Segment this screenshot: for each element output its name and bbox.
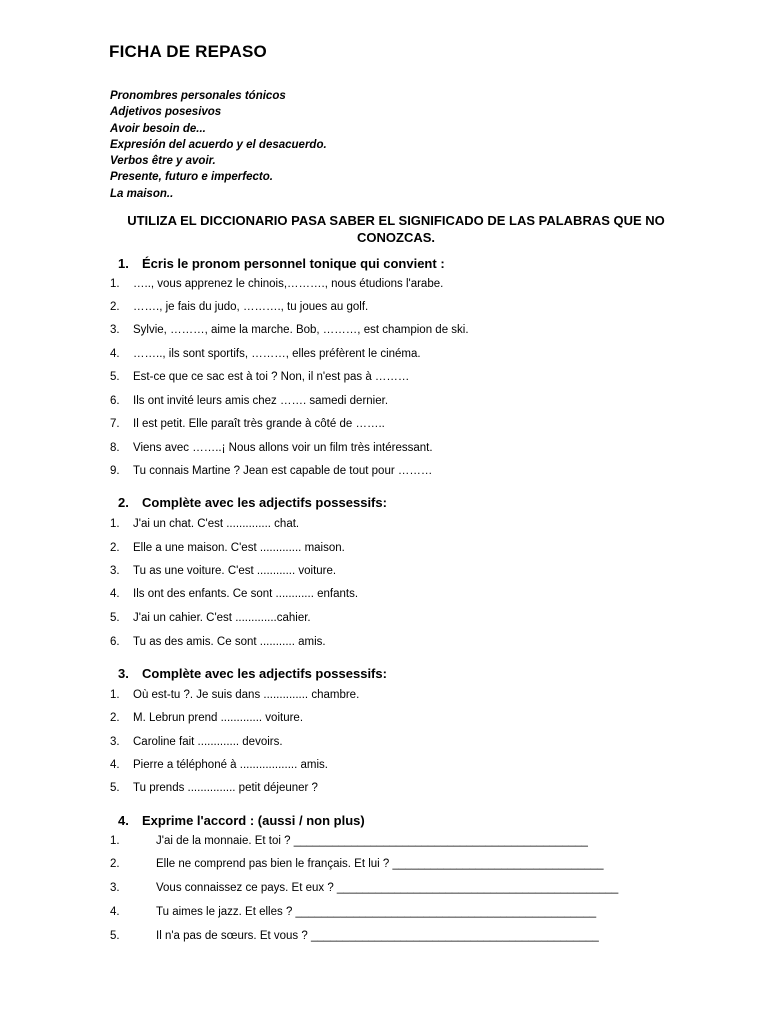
topic-item: Verbos être y avoir. bbox=[110, 155, 216, 168]
item-number: 6. bbox=[110, 636, 120, 648]
topic-item: Adjetivos posesivos bbox=[110, 106, 222, 119]
item-text: M. Lebrun prend ............. voiture. bbox=[133, 712, 304, 724]
section-1-title bbox=[118, 256, 445, 271]
exercise-item bbox=[110, 587, 358, 601]
exercise-item bbox=[110, 564, 336, 578]
exercise-item bbox=[110, 834, 588, 848]
item-text: Caroline fait ............. devoirs. bbox=[133, 736, 283, 748]
topic-item: Presente, futuro e imperfecto. bbox=[110, 171, 273, 184]
item-number: 4. bbox=[110, 348, 120, 360]
topic-item: Pronombres personales tónicos bbox=[110, 90, 286, 102]
item-number: 8. bbox=[110, 442, 120, 454]
item-number: 1. bbox=[110, 689, 120, 701]
item-number: 1. bbox=[110, 835, 120, 847]
section-number: 3. bbox=[118, 666, 129, 681]
dictionary-instruction: UTILIZA EL DICCIONARIO PASA SABER EL SIGNIFICADO DE LAS PALABRAS QUE NO CONOZCAS. bbox=[127, 213, 665, 245]
item-text: ……., je fais du judo, ………., tu joues au golf. bbox=[133, 301, 369, 313]
section-number: 2. bbox=[118, 495, 129, 510]
item-text: J'ai un chat. C'est .............. chat. bbox=[133, 518, 300, 530]
exercise-item bbox=[110, 370, 409, 384]
item-number: 7. bbox=[110, 418, 120, 430]
exercise-item bbox=[110, 277, 443, 291]
item-number: 3. bbox=[110, 324, 120, 336]
item-text: …….., ils sont sportifs, ………, elles préfèrent le cinéma. bbox=[133, 348, 421, 360]
item-number: 5. bbox=[110, 371, 120, 383]
item-number: 4. bbox=[110, 906, 120, 918]
exercise-item bbox=[110, 758, 328, 772]
item-text: J'ai un cahier. C'est .............cahier. bbox=[133, 612, 311, 624]
item-text: Vous connaissez ce pays. Et eux ? ____________________________________________ bbox=[156, 882, 619, 894]
item-text: Sylvie, ………, aime la marche. Bob, ………, est champion de ski. bbox=[133, 324, 469, 336]
exercise-item bbox=[110, 781, 318, 795]
item-text: Est-ce que ce sac est à toi ? Non, il n'est pas à ……… bbox=[133, 371, 410, 383]
section-2-title bbox=[118, 495, 387, 510]
exercise-item bbox=[110, 323, 469, 337]
exercise-item bbox=[110, 394, 388, 408]
item-text: Où est-tu ?. Je suis dans .............. chambre. bbox=[133, 689, 360, 701]
item-number: 5. bbox=[110, 782, 120, 794]
item-text: Il n'a pas de sœurs. Et vous ? _____________________________________________ bbox=[156, 930, 599, 942]
item-text: Tu connais Martine ? Jean est capable de tout pour ……… bbox=[133, 465, 433, 477]
exercise-item bbox=[110, 517, 299, 531]
item-number: 3. bbox=[110, 565, 120, 577]
exercise-item bbox=[110, 635, 326, 649]
item-number: 1. bbox=[110, 518, 120, 530]
item-text: Tu aimes le jazz. Et elles ? _______________________________________________ bbox=[156, 906, 597, 918]
item-number: 2. bbox=[110, 542, 120, 554]
section-heading: Complète avec les adjectifs possessifs: bbox=[142, 495, 387, 510]
item-text: Viens avec ……..¡ Nous allons voir un film très intéressant. bbox=[133, 442, 433, 454]
item-number: 5. bbox=[110, 612, 120, 624]
exercise-item bbox=[110, 417, 385, 431]
item-number: 1. bbox=[110, 278, 120, 290]
section-heading: Complète avec les adjectifs possessifs: bbox=[142, 666, 387, 681]
item-text: ….., vous apprenez le chinois,………., nous étudions l'arabe. bbox=[133, 278, 444, 290]
exercise-item bbox=[110, 688, 359, 702]
item-number: 4. bbox=[110, 588, 120, 600]
item-text: Pierre a téléphoné à .................. amis. bbox=[133, 759, 328, 771]
section-heading: Exprime l'accord : (aussi / non plus) bbox=[142, 813, 365, 828]
section-number: 1. bbox=[118, 256, 129, 271]
exercise-item bbox=[110, 441, 433, 455]
section-heading: Écris le pronom personnel tonique qui convient : bbox=[142, 256, 445, 271]
item-text: Ils ont invité leurs amis chez ……. samedi dernier. bbox=[133, 395, 389, 407]
item-number: 5. bbox=[110, 930, 120, 942]
item-text: Elle a une maison. C'est ............. maison. bbox=[133, 542, 345, 554]
item-text: Elle ne comprend pas bien le français. Et lui ? _________________________________ bbox=[156, 858, 604, 870]
exercise-item bbox=[110, 735, 283, 749]
section-4-title bbox=[118, 813, 365, 828]
exercise-item bbox=[110, 300, 368, 314]
exercise-item bbox=[110, 905, 596, 919]
exercise-item bbox=[110, 857, 604, 871]
item-number: 9. bbox=[110, 465, 120, 477]
item-number: 3. bbox=[110, 882, 120, 894]
exercise-item bbox=[110, 541, 345, 555]
topic-item: Avoir besoin de... bbox=[110, 122, 206, 135]
exercise-item bbox=[110, 881, 618, 895]
item-text: J'ai de la monnaie. Et toi ? ______________________________________________ bbox=[156, 835, 588, 847]
section-3-title bbox=[118, 666, 387, 681]
item-number: 2. bbox=[110, 858, 120, 870]
topic-item: La maison.. bbox=[110, 187, 174, 200]
exercise-item bbox=[110, 711, 303, 725]
topics-list bbox=[110, 88, 327, 202]
topic-item: Expresión del acuerdo y el desacuerdo. bbox=[110, 138, 327, 151]
exercise-item bbox=[110, 611, 311, 625]
item-text: Il est petit. Elle paraît très grande à côté de …….. bbox=[133, 418, 385, 430]
item-text: Tu as une voiture. C'est ............ voiture. bbox=[133, 565, 337, 577]
exercise-item bbox=[110, 929, 599, 943]
exercise-item bbox=[110, 464, 432, 478]
section-number: 4. bbox=[118, 813, 129, 828]
item-number: 3. bbox=[110, 736, 120, 748]
page-title: FICHA DE REPASO bbox=[109, 42, 267, 61]
item-number: 2. bbox=[110, 301, 120, 313]
item-text: Tu as des amis. Ce sont ........... amis. bbox=[133, 636, 326, 648]
item-text: Ils ont des enfants. Ce sont ............ enfants. bbox=[133, 588, 359, 600]
item-number: 4. bbox=[110, 759, 120, 771]
item-number: 6. bbox=[110, 395, 120, 407]
item-number: 2. bbox=[110, 712, 120, 724]
exercise-item bbox=[110, 347, 421, 361]
item-text: Tu prends ............... petit déjeuner ? bbox=[133, 782, 318, 794]
